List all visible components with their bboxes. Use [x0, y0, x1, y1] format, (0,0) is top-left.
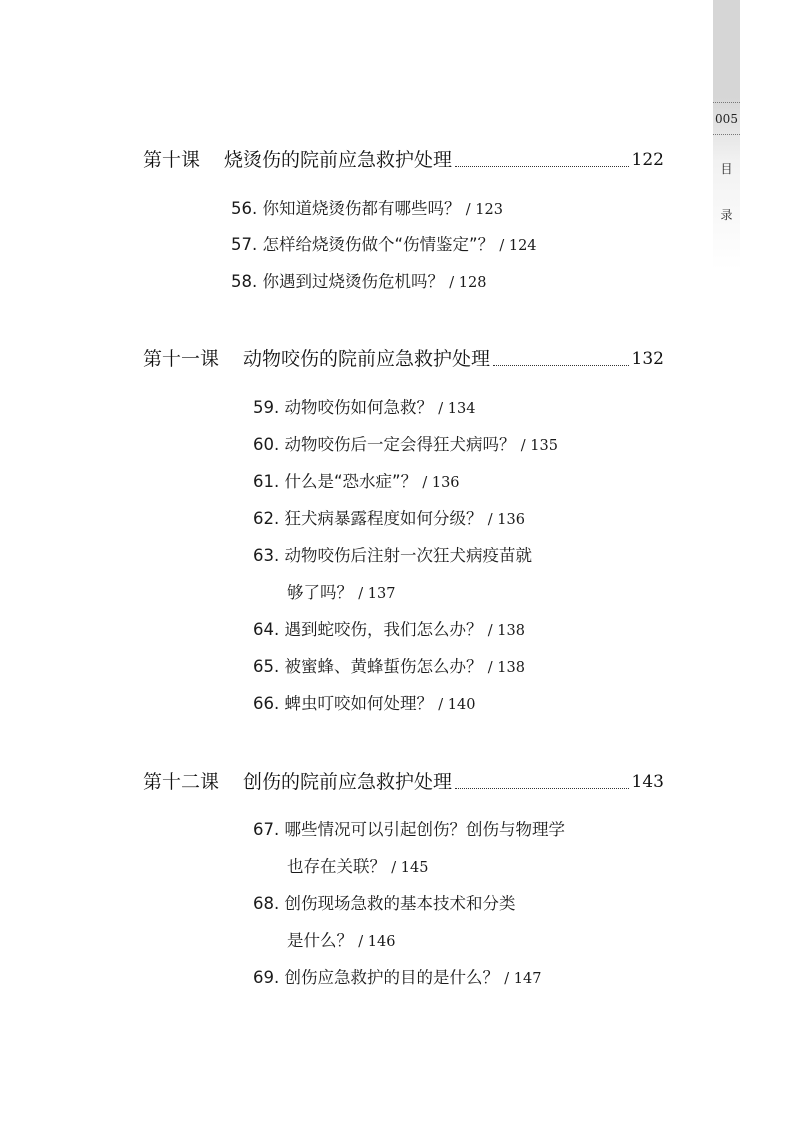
entry-number: 64.: [253, 620, 280, 639]
chapter-number: 第十课: [143, 149, 201, 171]
entry-text-continued: 是什么？: [287, 931, 353, 950]
entry-page: / 124: [499, 238, 537, 254]
entry-text: 你知道烧烫伤都有哪些吗？: [262, 199, 461, 218]
toc-entry[interactable]: [253, 818, 565, 842]
dot-leader: [493, 365, 629, 366]
toc-entry[interactable]: [231, 270, 486, 295]
entry-number: 57.: [231, 235, 258, 254]
toc-entry[interactable]: [253, 396, 475, 421]
entry-text: 狂犬病暴露程度如何分级？: [284, 509, 483, 528]
chapter-title: 烧烫伤的院前应急救护处理: [224, 149, 453, 171]
entry-text-continued: 够了吗？: [287, 583, 353, 602]
chapter-heading[interactable]: [143, 347, 664, 371]
entry-text: 怎样给烧烫伤做个“伤情鉴定”？: [262, 235, 495, 254]
entry-page: / 137: [358, 586, 396, 602]
dot-leader: [455, 788, 629, 789]
entry-page: / 138: [487, 660, 525, 676]
toc-entry[interactable]: [253, 433, 558, 458]
entry-number: 65.: [253, 657, 280, 676]
toc-entry[interactable]: [253, 692, 475, 717]
entry-number: 59.: [253, 398, 280, 417]
entry-text: 创伤应急救护的目的是什么？: [284, 968, 499, 987]
toc-entry[interactable]: [253, 618, 525, 643]
entry-page: / 140: [438, 697, 476, 713]
entry-text: 哪些情况可以引起创伤？创伤与物理学: [284, 820, 565, 839]
entry-text: 遇到蛇咬伤，我们怎么办？: [284, 620, 483, 639]
chapter-page: 143: [631, 772, 664, 792]
entry-page: / 135: [520, 438, 558, 454]
chapter-page: 122: [631, 150, 664, 170]
section-label: [713, 146, 740, 238]
chapter-number: 第十二课: [143, 771, 220, 793]
entry-number: 61.: [253, 472, 280, 491]
toc-entry-continuation[interactable]: [253, 929, 395, 954]
chapter-title: 创伤的院前应急救护处理: [243, 771, 453, 793]
entry-text: 什么是“恐水症”？: [284, 472, 418, 491]
section-label-char: 目: [720, 162, 733, 176]
toc-entry[interactable]: [253, 892, 516, 916]
toc-entry-continuation[interactable]: [253, 855, 428, 880]
side-tab-divider: [713, 102, 740, 103]
entry-page: / 145: [391, 860, 429, 876]
entry-number: 60.: [253, 435, 280, 454]
entry-page: / 147: [504, 971, 542, 987]
toc-entry[interactable]: [231, 197, 503, 222]
entry-text: 动物咬伤后注射一次狂犬病疫苗就: [284, 546, 532, 565]
entry-number: 68.: [253, 894, 280, 913]
entry-number: 56.: [231, 199, 258, 218]
entry-number: 63.: [253, 546, 280, 565]
chapter-heading[interactable]: [143, 148, 664, 172]
entry-text: 你遇到过烧烫伤危机吗？: [262, 272, 444, 291]
side-tab-divider: [713, 134, 740, 135]
entry-text: 动物咬伤如何急救？: [284, 398, 433, 417]
dot-leader: [455, 166, 629, 167]
entry-page: / 128: [449, 275, 487, 291]
toc-entry[interactable]: [253, 507, 525, 532]
entry-text: 创伤现场急救的基本技术和分类: [284, 894, 516, 913]
toc-entry-continuation[interactable]: [253, 581, 395, 606]
section-label-char: 录: [720, 208, 733, 222]
toc-entry[interactable]: [253, 470, 460, 495]
entry-text-continued: 也存在关联？: [287, 857, 386, 876]
chapter-number: 第十一课: [143, 348, 220, 370]
entry-page: / 123: [465, 202, 503, 218]
toc-entry[interactable]: [253, 655, 525, 680]
toc-entry[interactable]: [231, 233, 537, 258]
chapter-title: 动物咬伤的院前应急救护处理: [243, 348, 491, 370]
entry-number: 66.: [253, 694, 280, 713]
entry-page: / 138: [487, 623, 525, 639]
entry-page: / 136: [487, 512, 525, 528]
entry-number: 62.: [253, 509, 280, 528]
page-number: 005: [715, 112, 738, 126]
entry-number: 58.: [231, 272, 258, 291]
entry-page: / 134: [438, 401, 476, 417]
chapter-heading[interactable]: [143, 770, 664, 794]
entry-text: 被蜜蜂、黄蜂蜇伤怎么办？: [284, 657, 483, 676]
entry-page: / 146: [358, 934, 396, 950]
toc-entry[interactable]: [253, 544, 532, 568]
entry-number: 67.: [253, 820, 280, 839]
entry-text: 蜱虫叮咬如何处理？: [284, 694, 433, 713]
entry-number: 69.: [253, 968, 280, 987]
toc-entry[interactable]: [253, 966, 541, 991]
entry-page: / 136: [422, 475, 460, 491]
chapter-page: 132: [631, 349, 664, 369]
entry-text: 动物咬伤后一定会得狂犬病吗？: [284, 435, 516, 454]
